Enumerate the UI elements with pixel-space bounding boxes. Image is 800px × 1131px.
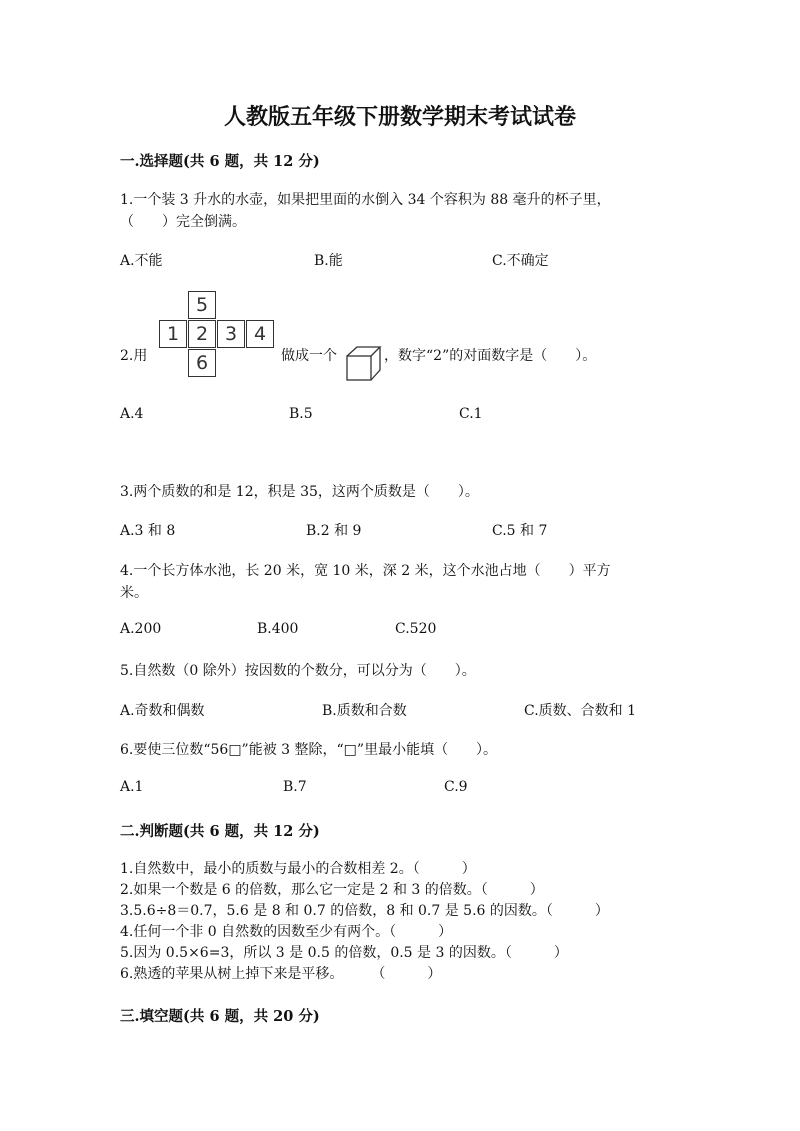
question-4-option-b: B.400 (257, 621, 299, 637)
question-5-option-b: B.质数和合数 (322, 703, 407, 719)
net-cell-bottom: 6 (188, 349, 216, 377)
question-4-line-2: 米。 (120, 585, 148, 601)
question-3-option-b: B.2 和 9 (306, 523, 362, 539)
question-2-option-a: A.4 (120, 406, 144, 422)
net-cell-row-3: 3 (217, 320, 245, 348)
question-1-option-a: A.不能 (120, 253, 163, 269)
question-1-option-c: C.不确定 (492, 253, 549, 269)
judge-item-1: 1.自然数中，最小的质数与最小的合数相差 2。（ ） (120, 861, 476, 877)
question-4-line-1: 4.一个长方体水池，长 20 米，宽 10 米，深 2 米，这个水池占地（ ）平方 (120, 563, 611, 579)
judge-item-2: 2.如果一个数是 6 的倍数，那么它一定是 2 和 3 的倍数。（ ） (120, 882, 544, 898)
question-2-option-c: C.1 (459, 406, 483, 422)
cube-icon (345, 344, 383, 382)
question-2-prefix: 2.用 (120, 348, 148, 364)
question-6-option-b: B.7 (283, 779, 307, 795)
question-5-option-a: A.奇数和偶数 (120, 703, 205, 719)
question-5-line-1: 5.自然数（0 除外）按因数的个数分，可以分为（ ）。 (120, 663, 476, 679)
question-3-line-1: 3.两个质数的和是 12，积是 35，这两个质数是（ ）。 (120, 484, 479, 500)
question-4-option-a: A.200 (120, 621, 162, 637)
question-4-option-c: C.520 (395, 621, 437, 637)
page-title: 人教版五年级下册数学期末考试试卷 (223, 104, 576, 130)
question-5-option-c: C.质数、合数和 1 (524, 703, 637, 719)
net-cell-row-1: 1 (159, 320, 187, 348)
net-cell-row-2: 2 (188, 320, 216, 348)
cube-net-figure (159, 291, 277, 379)
judge-item-4: 4.任何一个非 0 自然数的因数至少有两个。（ ） (120, 924, 453, 940)
question-6-option-c: C.9 (444, 779, 468, 795)
judge-item-3: 3.5.6÷8＝0.7，5.6 是 8 和 0.7 的倍数，8 和 0.7 是 5.6 的因数。（ ） (120, 903, 609, 919)
section-header-judge: 二.判断题(共 6 题，共 12 分) (120, 823, 320, 840)
question-3-option-c: C.5 和 7 (492, 523, 548, 539)
question-6-option-a: A.1 (120, 779, 144, 795)
question-1-line-2: （ ）完全倒满。 (120, 214, 246, 230)
section-header-fill: 三.填空题(共 6 题，共 20 分) (120, 1008, 320, 1025)
question-6-line-1: 6.要使三位数“56□”能被 3 整除，“□”里最小能填（ ）。 (120, 742, 498, 758)
net-cell-top: 5 (188, 291, 216, 319)
question-1-option-b: B.能 (314, 253, 343, 269)
question-1-line-1: 1.一个装 3 升水的水壶，如果把里面的水倒入 34 个容积为 88 毫升的杯子里， (120, 192, 611, 208)
judge-item-5: 5.因为 0.5×6=3，所以 3 是 0.5 的倍数，0.5 是 3 的因数。（ ） (120, 945, 568, 961)
question-2-suffix: ，数字“2”的对面数字是（ ）。 (384, 348, 597, 364)
question-2-option-b: B.5 (289, 406, 313, 422)
section-header-choice: 一.选择题(共 6 题，共 12 分) (120, 153, 320, 170)
question-3-option-a: A.3 和 8 (120, 523, 176, 539)
net-cell-row-4: 4 (246, 320, 274, 348)
question-2-mid: 做成一个 (281, 348, 337, 364)
judge-item-6: 6.熟透的苹果从树上掉下来是平移。 （ ） (120, 966, 442, 982)
